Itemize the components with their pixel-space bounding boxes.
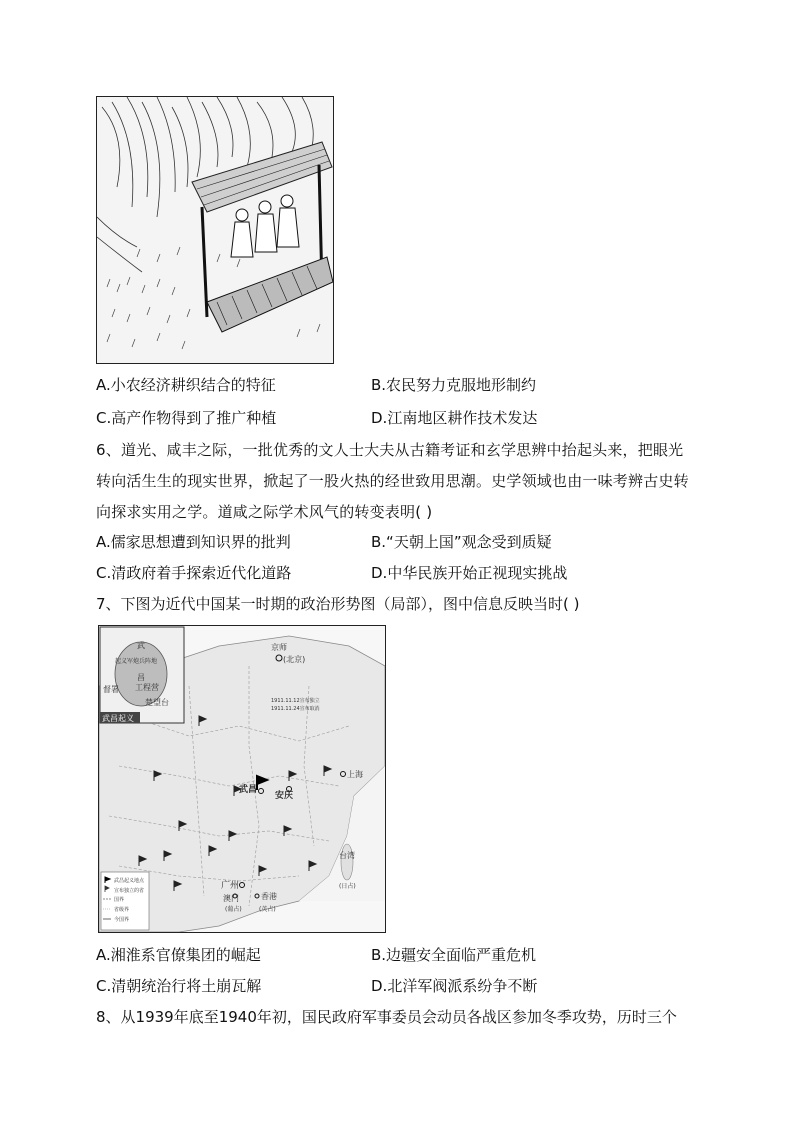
q5-option-a: A.小农经济耕织结合的特征 <box>96 376 276 394</box>
inset-label-dushu: 督署 <box>103 685 119 694</box>
q6-option-d: D.中华民族开始正视现实挑战 <box>371 564 568 582</box>
label-hongkong: 香港 <box>261 892 277 901</box>
q8-stem: 8、从1939年底至1940年初，国民政府军事委员会动员各战区参加冬季攻势，历时三个 <box>96 1008 677 1026</box>
inset-label-artillery: 起义军炮兵阵地 <box>115 658 158 665</box>
inset-title: 武昌起义 <box>102 714 134 723</box>
legend-wuchang: 武昌起义地点 <box>114 878 145 884</box>
label-beijing: (北京) <box>283 655 306 664</box>
q7-option-c: C.清朝统治行将土崩瓦解 <box>96 977 262 995</box>
q5-option-b: B.农民努力克服地形制约 <box>371 376 537 394</box>
q6-option-c: C.清政府着手探索近代化道路 <box>96 564 292 582</box>
label-wuchang: 武昌 <box>239 785 258 795</box>
label-macau: 澳门 <box>223 894 239 903</box>
inset-label-wu: 武 <box>137 641 145 650</box>
woodcut-illustration <box>97 97 333 363</box>
inset-label-engineering: 工程营 <box>135 683 159 692</box>
label-taiwan: 台湾 <box>339 851 355 860</box>
q5-option-c: C.高产作物得到了推广种植 <box>96 409 277 427</box>
legend-independent: 宣布独立的省 <box>114 888 145 894</box>
map-illustration <box>99 626 385 932</box>
farming-woodcut-image <box>96 96 334 364</box>
q7-stem: 7、下图为近代中国某一时期的政治形势图（局部），图中信息反映当时( ) <box>96 595 580 613</box>
legend-province-border: 省级界 <box>114 907 130 913</box>
date-note-2: 1911.11.24宣布取消 <box>271 706 320 712</box>
legend-border: 国界 <box>114 897 125 903</box>
label-shanghai: 上海 <box>347 770 363 779</box>
label-anqing: 安庆 <box>275 791 294 801</box>
label-hongkong-british: (英占) <box>259 906 276 913</box>
political-situation-map <box>98 625 386 933</box>
date-note-1: 1911.11.12宣布独立 <box>271 698 320 704</box>
label-taiwan-japanese: (日占) <box>339 883 356 890</box>
q6-stem: 6、道光、咸丰之际，一批优秀的文人士大夫从古籍考证和玄学思辨中抬起头来，把眼光转向活生生的现实世界，掀起了一股火热的经世致用思潮。史学领域也由一味考辨古史转向探求实用之学。道咸之际学术风气的转变表明( ) <box>96 441 689 521</box>
inset-label-chang: 昌 <box>137 673 145 682</box>
label-guangzhou: 广州 <box>221 881 240 891</box>
q7-option-b: B.边疆安全面临严重危机 <box>371 946 537 964</box>
q7-option-d: D.北洋军阀派系纷争不断 <box>371 977 538 995</box>
q7-option-a: A.湘淮系官僚集团的崛起 <box>96 946 261 964</box>
q6-option-b: B.“天朝上国”观念受到质疑 <box>371 533 552 551</box>
legend-current-border: 今国界 <box>114 917 130 923</box>
q5-option-d: D.江南地区耕作技术发达 <box>371 409 538 427</box>
label-jingshi: 京师 <box>271 643 287 652</box>
q6-option-a: A.儒家思想遭到知识界的批判 <box>96 533 291 551</box>
label-macau-portuguese: (葡占) <box>225 906 242 913</box>
inset-label-chuwangtai: 楚望台 <box>145 698 169 707</box>
